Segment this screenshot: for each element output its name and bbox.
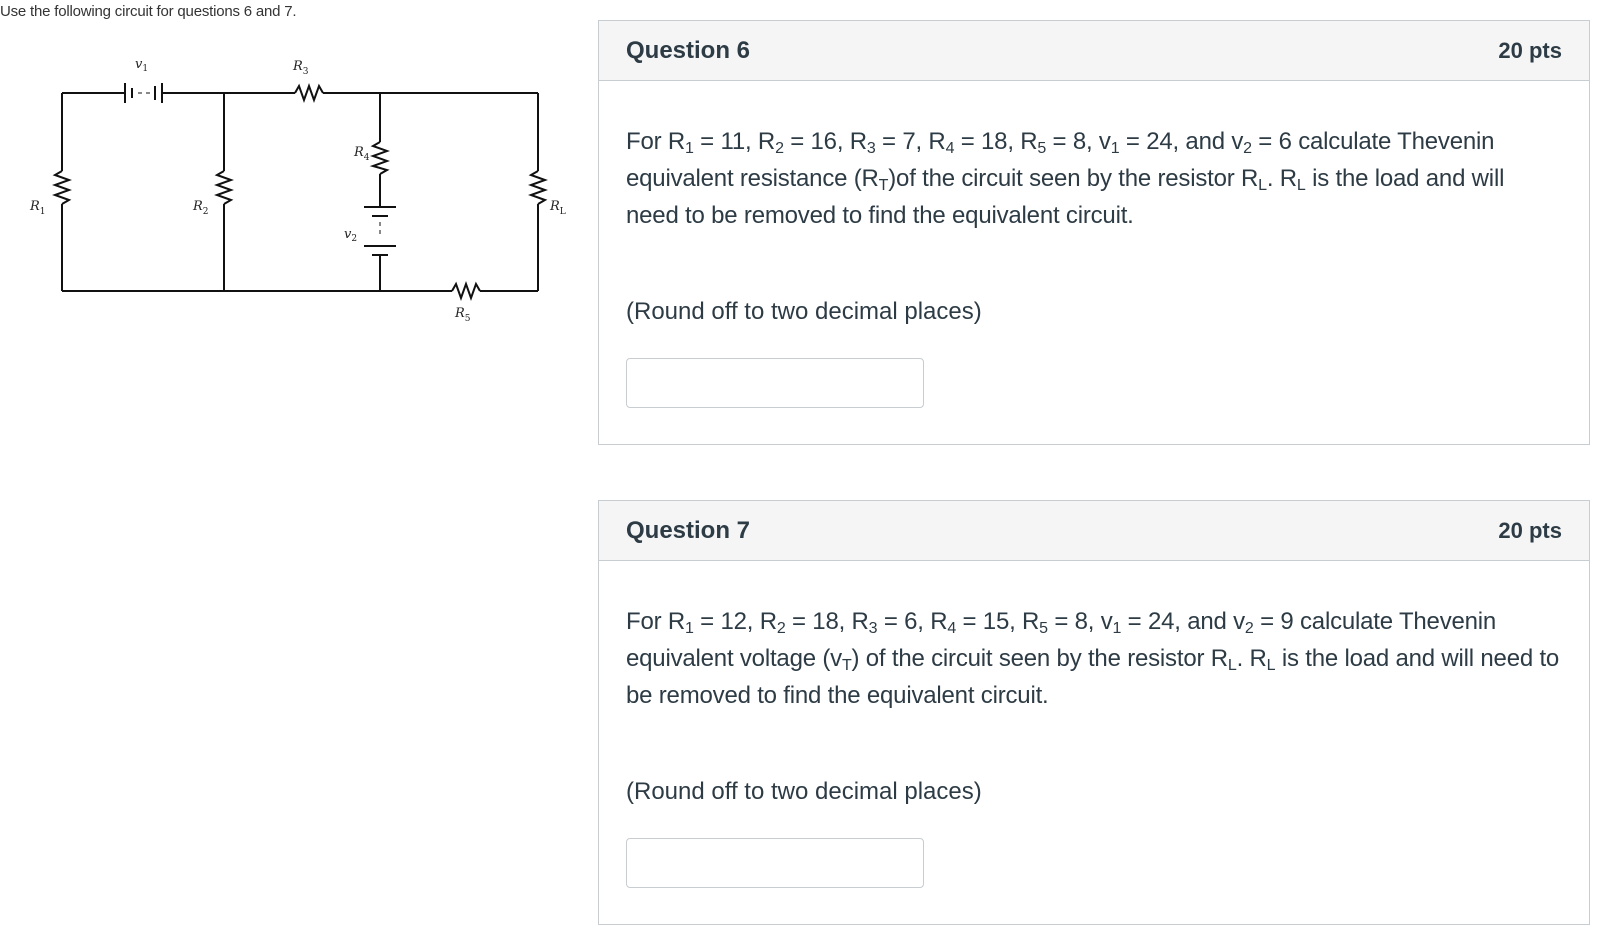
- subscript: 4: [945, 140, 955, 157]
- rounding-note: (Round off to two decimal places): [626, 298, 982, 325]
- text-run: = 15, R: [956, 608, 1040, 635]
- text-run: = 12, R: [693, 608, 777, 635]
- text-run: . R: [1236, 645, 1267, 672]
- v1-label: $v_1$: [135, 57, 149, 74]
- question-header: [599, 21, 1589, 81]
- subscript: 4: [947, 620, 957, 637]
- answer-input[interactable]: [626, 358, 924, 408]
- text-run: = 24, and v: [1121, 608, 1245, 635]
- instruction-text: Use the following circuit for questions 6 and 7.: [0, 3, 297, 20]
- subscript: L: [1258, 177, 1267, 194]
- text-run: = 11, R: [693, 128, 776, 155]
- question-text: [626, 603, 1562, 714]
- answer-input[interactable]: [626, 838, 924, 888]
- text-run: )of the circuit seen by the resistor R: [888, 165, 1259, 192]
- r5-label: $R_5$: [455, 306, 471, 324]
- r1-label: $R_1$: [30, 199, 46, 217]
- question-body: [599, 81, 1589, 408]
- question-text: [626, 123, 1562, 234]
- text-run: = 18, R: [785, 608, 869, 635]
- subscript: 2: [776, 620, 786, 637]
- text-run: = 8, v: [1047, 608, 1113, 635]
- text-run: = 18, R: [954, 128, 1038, 155]
- question-7-card: [598, 500, 1590, 925]
- question-title: Question 6: [626, 36, 751, 64]
- subscript: 3: [866, 140, 876, 157]
- text-run: For R: [626, 128, 686, 155]
- question-header: [599, 501, 1589, 561]
- question-title: Question 7: [626, 516, 751, 544]
- text-run: is the load and will need to be removed to find the equivalent circuit.: [626, 165, 1505, 229]
- text-run: . R: [1266, 165, 1297, 192]
- text-run: = 24, and v: [1119, 128, 1244, 155]
- subscript: T: [841, 657, 852, 674]
- text-run: = 16, R: [783, 128, 867, 155]
- circuit-diagram: [20, 50, 580, 350]
- rounding-note: (Round off to two decimal places): [626, 778, 982, 805]
- r4-label: $R_4$: [354, 145, 370, 163]
- subscript: L: [1227, 657, 1237, 674]
- rl-label: $R_L$: [550, 199, 566, 217]
- question-points: 20 pts: [1498, 37, 1562, 63]
- subscript: 1: [1110, 140, 1120, 157]
- subscript: 1: [685, 140, 694, 157]
- text-run: = 9 calculate Thevenin equivalent voltage (v: [626, 608, 1497, 672]
- subscript: T: [878, 177, 889, 194]
- subscript: 5: [1039, 620, 1048, 637]
- question-points: 20 pts: [1498, 517, 1562, 543]
- subscript: 3: [868, 620, 878, 637]
- text-run: ) of the circuit seen by the resistor R: [851, 645, 1228, 672]
- subscript: 2: [1243, 140, 1252, 157]
- r3-label: $R_3$: [293, 59, 309, 77]
- text-run: = 6 calculate Thevenin equivalent resistance (R: [626, 128, 1495, 192]
- subscript: L: [1296, 177, 1306, 194]
- text-run: = 7, R: [875, 128, 946, 155]
- text-run: For R: [626, 608, 686, 635]
- subscript: 5: [1037, 140, 1047, 157]
- subscript: 2: [1244, 620, 1254, 637]
- v2-label: $v_2$: [344, 227, 358, 244]
- text-run: = 6, R: [877, 608, 948, 635]
- subscript: 1: [1112, 620, 1122, 637]
- question-body: [599, 561, 1589, 888]
- text-run: is the load and will need to be removed to find the equivalent circuit.: [626, 645, 1560, 709]
- subscript: 1: [685, 620, 694, 637]
- subscript: 2: [775, 140, 784, 157]
- r2-label: $R_2$: [193, 199, 209, 217]
- subscript: L: [1266, 657, 1276, 674]
- text-run: = 8, v: [1046, 128, 1111, 155]
- question-6-card: [598, 20, 1590, 445]
